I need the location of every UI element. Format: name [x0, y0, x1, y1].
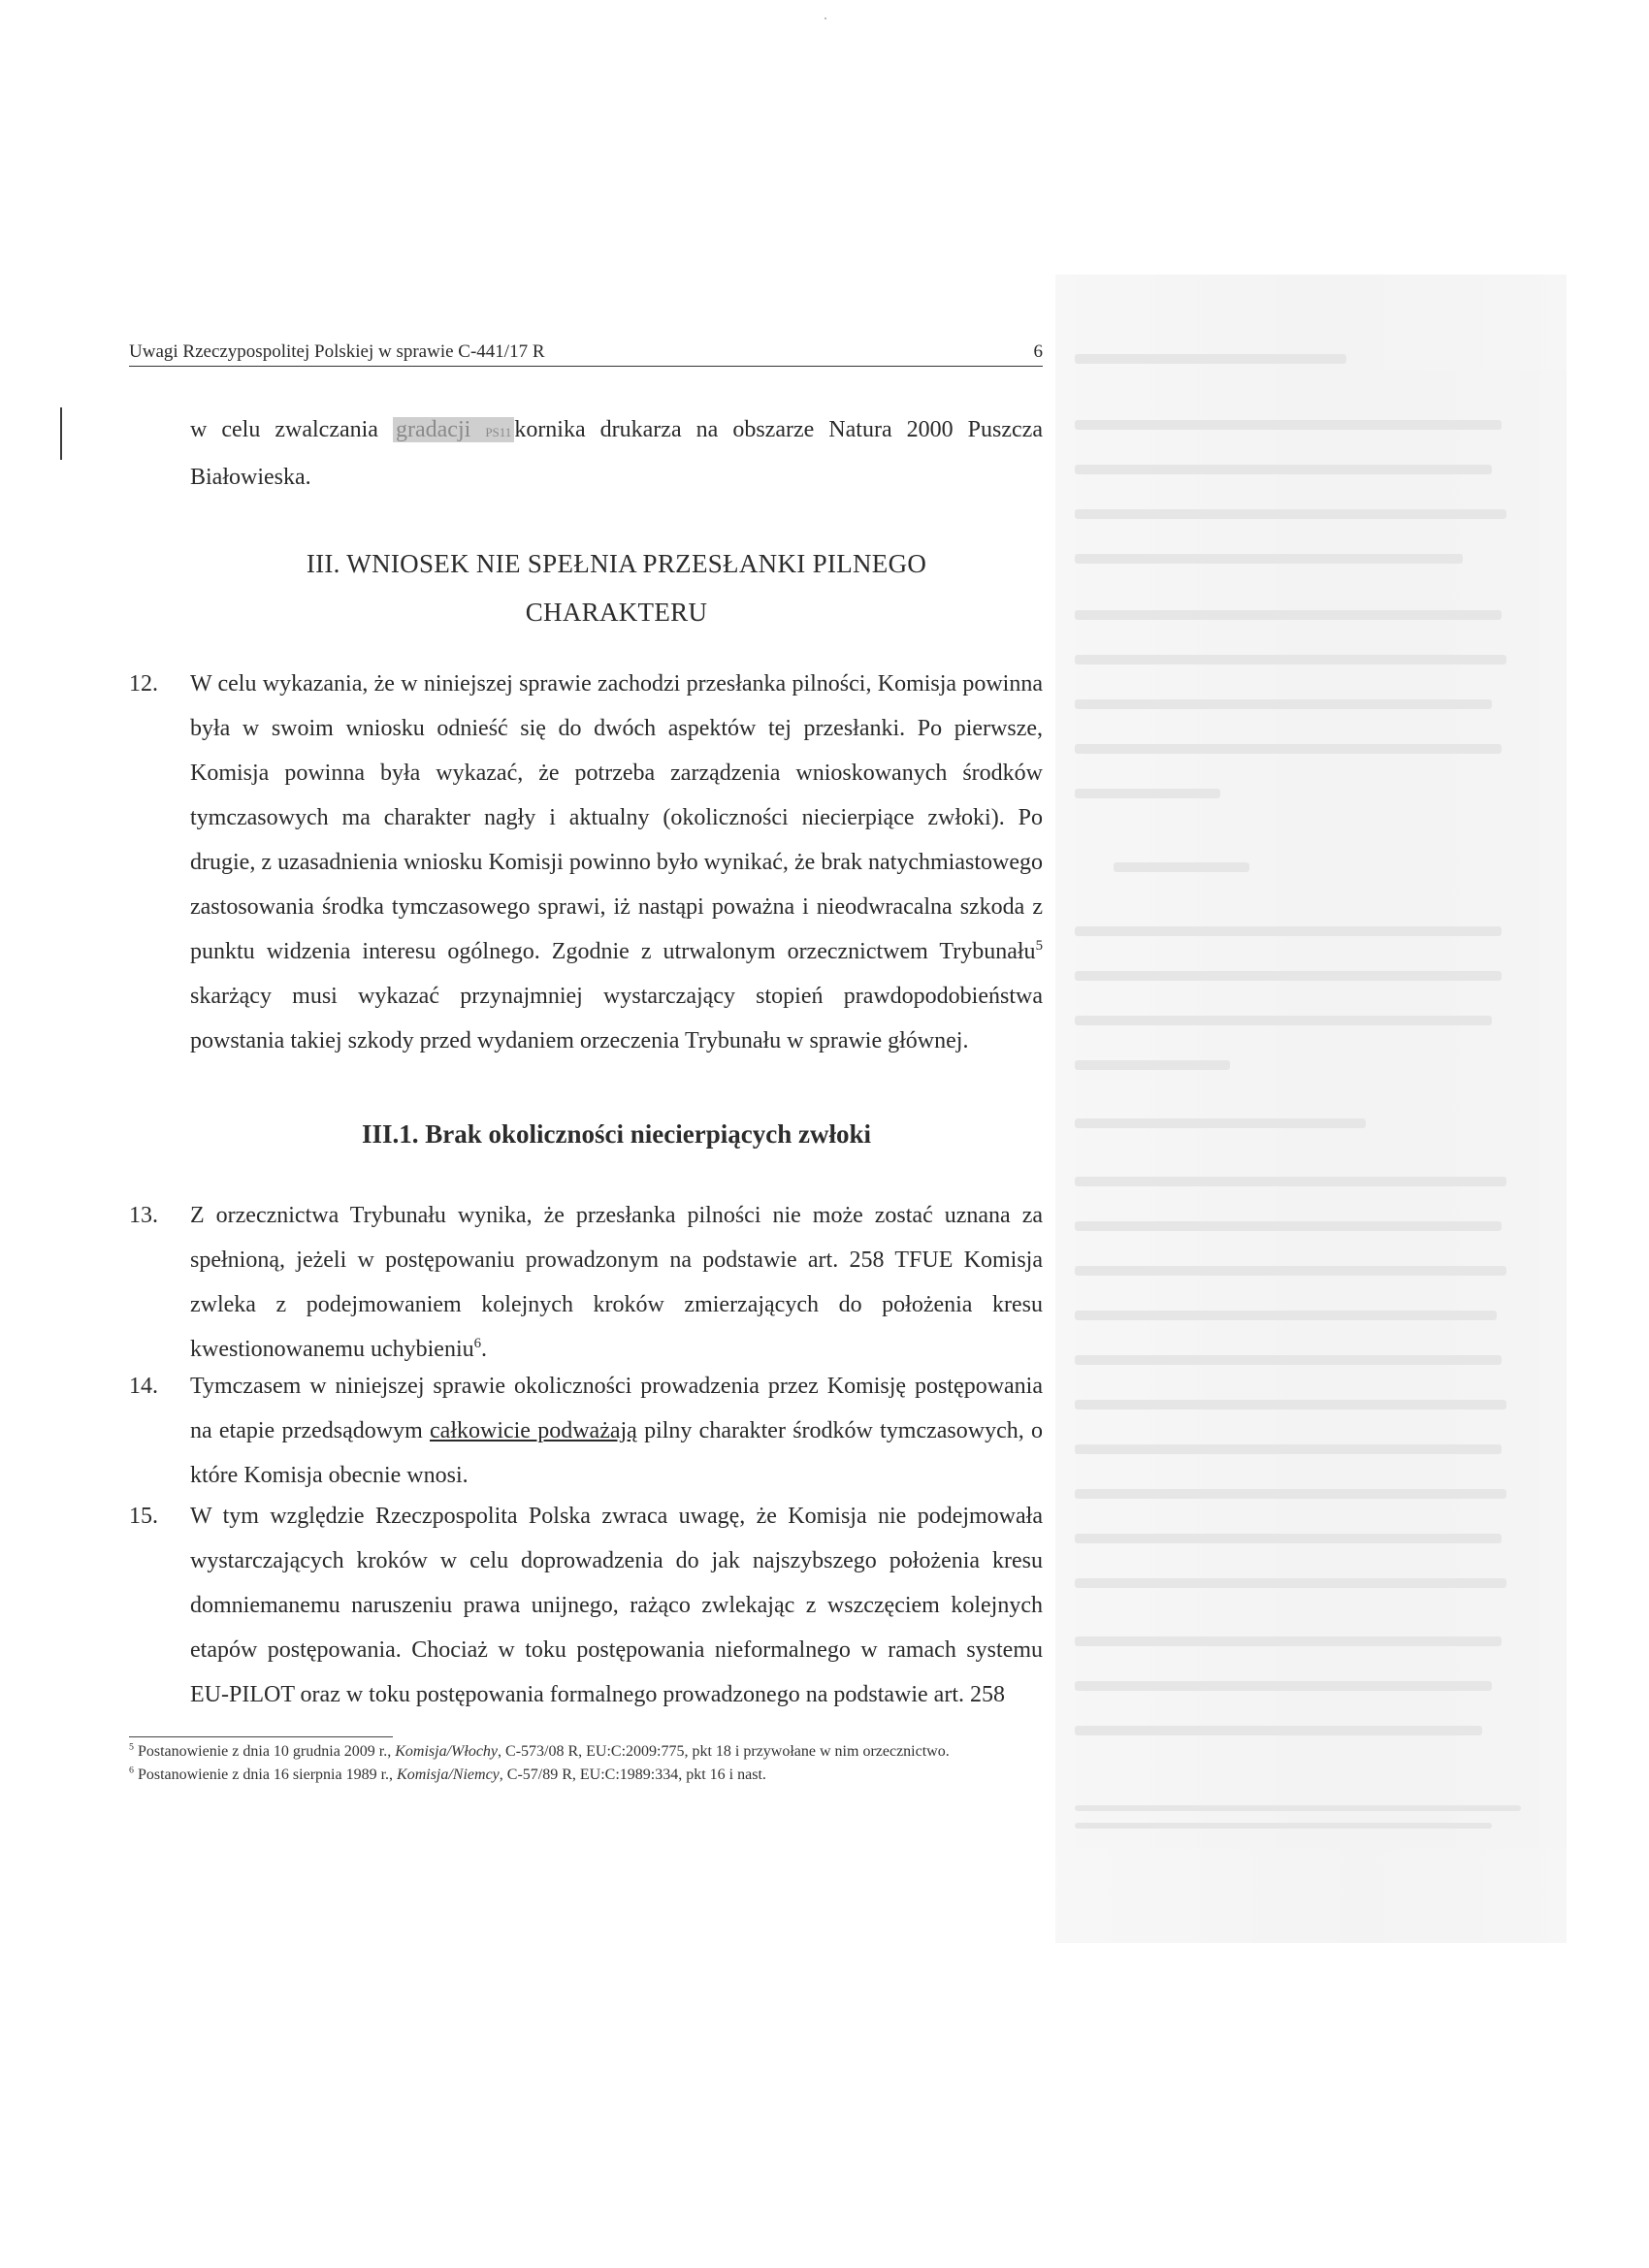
page-number: 6	[1033, 341, 1043, 362]
paragraph-text	[190, 1193, 1043, 1372]
paragraph-14	[129, 1364, 1043, 1498]
bleed-line	[1075, 1444, 1502, 1454]
bleed-line	[1075, 1681, 1492, 1691]
underlined-phrase: całkowicie podważają	[430, 1418, 637, 1443]
bleed-line	[1075, 655, 1506, 664]
lead-text-before: w celu zwalczania	[190, 417, 393, 442]
bleed-line	[1075, 1221, 1502, 1231]
footnotes	[129, 1741, 1043, 1788]
page-header	[129, 341, 1043, 367]
bleed-line	[1075, 1177, 1506, 1186]
redaction-tag: PS11	[485, 425, 512, 439]
section-heading-line2: CHARAKTERU	[525, 598, 708, 627]
bleed-line	[1075, 1266, 1506, 1276]
redacted-word: gradacji	[396, 417, 486, 442]
bleed-line	[1075, 699, 1492, 709]
footnote-separator	[129, 1736, 393, 1737]
footnote-case-name: Komisja/Niemcy	[397, 1766, 500, 1783]
paragraph-text	[190, 1364, 1043, 1498]
bleed-line	[1075, 554, 1463, 564]
redaction-mark	[393, 417, 514, 442]
bleed-line	[1075, 744, 1502, 754]
footnote-5	[129, 1741, 1043, 1763]
paragraph-text-b: skarżący musi wykazać przynajmniej wystarczający stopień prawdopodobieństwa powstania takiej szkody przed wydaniem orzeczenia Trybunału w sprawie głównej.	[190, 984, 1043, 1053]
bleed-line	[1075, 1355, 1502, 1365]
bleed-line	[1075, 1726, 1482, 1735]
footnote-text-a: Postanowienie z dnia 10 grudnia 2009 r.,	[133, 1743, 396, 1760]
bleed-line	[1075, 1311, 1497, 1320]
bleed-line	[1075, 420, 1502, 430]
paragraph-text	[190, 662, 1043, 1063]
paragraph-number: 12.	[129, 671, 158, 697]
paragraph-text-a: W celu wykazania, że w niniejszej sprawie zachodzi przesłanka pilności, Komisja powinna była w swoim wniosku odnieść się do dwóch aspektów tej przesłanki. Po pierwsze, Komisja powinna była wykazać, że potrzeba zarządzenia wnioskowanych środków tymczasowych ma charakter nagły i aktualny (okoliczności niecierpiące zwłoki). Po drugie, z uzasadnienia wniosku Komisji powinno było wynikać, że brak natychmiastowego zastosowania środka tymczasowego sprawi, iż nastąpi poważna i nieodwracalna szkoda z punktu widzenia interesu ogólnego. Zgodnie z utrwalonym orzecznictwem Trybunału	[190, 671, 1043, 964]
paragraph-text-a: Tymczasem w niniejszej sprawie okoliczności prowadzenia przez Komisję postępowania na etapie przedsądowym	[190, 1374, 1043, 1443]
margin-change-bar	[60, 407, 62, 460]
footnote-case-name: Komisja/Włochy	[395, 1743, 499, 1760]
footnote-text-b: , C-57/89 R, EU:C:1989:334, pkt 16 i nast.	[499, 1766, 766, 1783]
bleed-line	[1075, 1016, 1492, 1025]
header-title: Uwagi Rzeczypospolitej Polskiej w sprawie C-441/17 R	[129, 341, 545, 362]
bleed-line	[1075, 1534, 1502, 1543]
paragraph-number: 13.	[129, 1203, 158, 1228]
lead-text-after: kornika drukarza na obszarze Natura 2000 Puszcza Białowieska.	[190, 417, 1043, 490]
paragraph-text-a: Z orzecznictwa Trybunału wynika, że przesłanka pilności nie może zostać uznana za spełnioną, jeżeli w postępowaniu prowadzonym na podstawie art. 258 TFUE Komisja zwleka z podejmowaniem kolejnych kroków zmierzających do położenia kresu kwestionowanemu uchybieniu	[190, 1203, 1043, 1362]
bleed-line	[1075, 789, 1220, 798]
bleed-line	[1075, 1060, 1230, 1070]
paragraph-text-b: pilny charakter środków tymczasowych, o które Komisja obecnie wnosi.	[190, 1418, 1043, 1488]
paragraph-12	[129, 662, 1043, 1063]
bleed-through-area	[1055, 275, 1567, 1943]
paragraph-number: 15.	[129, 1504, 158, 1529]
bleed-line	[1075, 926, 1502, 936]
footnote-number: 5	[129, 1741, 134, 1753]
footnote-number: 6	[129, 1765, 134, 1776]
section-heading-line1: III. WNIOSEK NIE SPEŁNIA PRZESŁANKI PILNEGO	[306, 549, 927, 578]
bleed-line	[1075, 1489, 1506, 1499]
paragraph-text: W tym względzie Rzeczpospolita Polska zwraca uwagę, że Komisja nie podejmowała wystarczających kroków w celu doprowadzenia do jak najszybszego położenia kresu domniemanemu naruszeniu prawa unijnego, rażąco zwlekając z wszczęciem kolejnych etapów postępowania. Chociaż w toku postępowania nieformalnego w ramach systemu EU-PILOT oraz w toku postępowania formalnego prowadzonego na podstawie art. 258	[190, 1504, 1043, 1707]
subsection-heading: III.1. Brak okoliczności niecierpiących zwłoki	[362, 1119, 871, 1149]
bleed-line	[1075, 1118, 1366, 1128]
bleed-line	[1075, 465, 1492, 474]
bleed-line	[1075, 1805, 1521, 1811]
bleed-line	[1114, 862, 1249, 872]
bleed-line	[1075, 354, 1346, 364]
footnote-text-b: , C-573/08 R, EU:C:2009:775, pkt 18 i przywołane w nim orzecznictwo.	[498, 1743, 950, 1760]
footnote-text-a: Postanowienie z dnia 16 sierpnia 1989 r.,	[133, 1766, 398, 1783]
paragraph-13	[129, 1193, 1043, 1372]
bleed-line	[1075, 971, 1502, 981]
scan-speck	[824, 17, 826, 19]
paragraph-15	[129, 1494, 1043, 1717]
paragraph-text-b: .	[481, 1337, 488, 1362]
paragraph-number: 14.	[129, 1374, 158, 1399]
bleed-line	[1075, 1578, 1506, 1588]
bleed-line	[1075, 1636, 1502, 1646]
footnote-6	[129, 1765, 1043, 1786]
lead-paragraph	[190, 407, 1043, 500]
bleed-line	[1075, 1823, 1492, 1829]
bleed-line	[1075, 509, 1506, 519]
section-heading	[190, 539, 1043, 636]
bleed-line	[1075, 1400, 1506, 1409]
footnote-ref-6[interactable]: 6	[473, 1336, 482, 1351]
bleed-line	[1075, 610, 1502, 620]
footnote-ref-5[interactable]: 5	[1035, 938, 1043, 954]
